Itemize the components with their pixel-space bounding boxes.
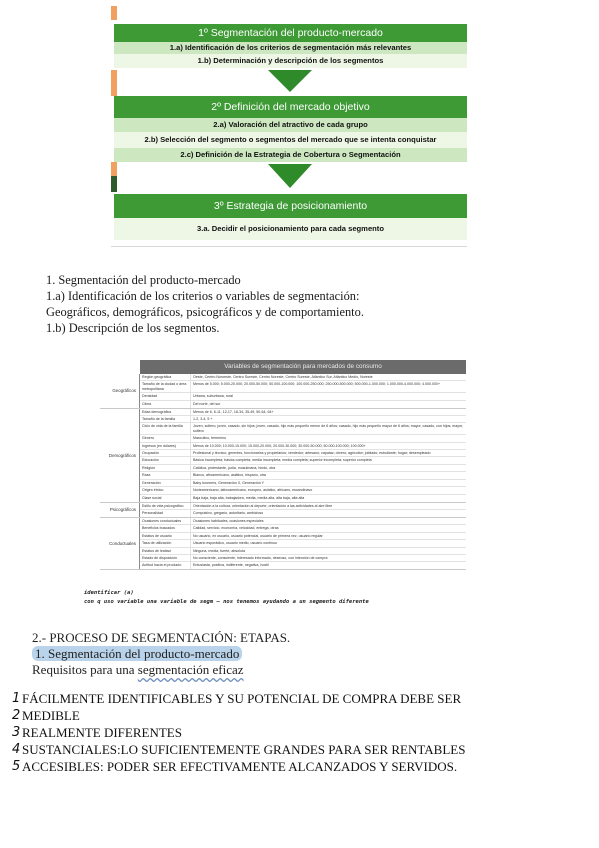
values-cell: Profesional y técnico; gerentes, funcionarios y propietarios; vendedor; artesano; capataz; obrero; agricultor; jubilado; estudiante; hogar; desempleado: [193, 451, 431, 456]
values-cell: Masculino, femenino: [193, 436, 226, 441]
values-cell: Calidad, servicio, economía, velocidad, entrega, otras: [193, 526, 279, 531]
table-row: [140, 503, 466, 510]
step2-b: 2.b) Selección del segmento o segmentos del mercado que se intenta conquistar: [114, 132, 467, 148]
values-cell: Ocasiones habituales, ocasiones especiales: [193, 518, 264, 523]
values-cell: Menos de 5.000; 5.000-20.000; 20.000-50.000; 50.000-100.000; 100.000-250.000; 250.000-500.000; 500.000-1.000.000; 1.000.000-4.000.000; 4.000.000+: [193, 382, 441, 387]
requirement-number: 2: [12, 708, 21, 723]
divider: [111, 246, 467, 247]
table-group: [100, 503, 466, 518]
variable-cell: Edad demográfica: [140, 409, 191, 415]
requirement-text: ACCESIBLES: PODER SER EFECTIVAMENTE ALCANZADOS Y SERVIDOS.: [22, 759, 458, 774]
segmentation-variables-table: [100, 360, 466, 570]
step2-title: 2º Definición del mercado objetivo: [114, 96, 467, 118]
values-cell: Entusiasta, positiva, indiferente, negativa, hostil: [193, 563, 269, 568]
step3-a: 3.a. Decidir el posicionamiento para cada segmento: [114, 218, 467, 240]
values-cell: Del norte, del sur: [193, 401, 221, 406]
table-row: [140, 510, 466, 517]
table-row: [140, 423, 466, 435]
requirement-number: 1: [12, 691, 21, 706]
values-cell: No usuario, ex usuario, usuario potencial, usuario de primera vez, usuario regular: [193, 533, 323, 538]
table-row: [140, 548, 466, 555]
scribble-line-2: con q uso variable una variable de segm — nos tenemos ayudando a un segmento diferente: [84, 599, 369, 605]
values-cell: Menos de 6, 6-11, 12-17, 18-34, 35-49, 50-64, 64+: [193, 409, 274, 414]
variable-cell: Beneficios buscados: [140, 525, 191, 531]
variable-cell: Estatus de lealtad: [140, 548, 191, 554]
variable-cell: Estado de disposición: [140, 555, 191, 561]
table-row: [140, 450, 466, 457]
values-cell: Baby boomers, Generación X, Generación Y: [193, 480, 265, 485]
values-cell: No consciente, consciente, interesado informado, deseoso, con intención de compra: [193, 555, 328, 560]
requirements-intro: [32, 662, 290, 678]
table-row: [140, 555, 466, 562]
requirements-list: [12, 690, 465, 775]
handwritten-scribble: [84, 586, 414, 610]
section-heading: 2.- PROCESO DE SEGMENTACIÓN: ETAPAS.: [32, 630, 291, 645]
values-cell: Oeste, Centro Noroeste, Centro Sureste, Centro Noreste, Centro Sureste, Atlántico Sur, Atlántico Medio, Noreste: [193, 375, 373, 379]
table-row: [140, 533, 466, 540]
values-cell: Blanco, afroamericano, asiático, hispano, otra: [193, 473, 266, 478]
scribble-line-1: identificar (a): [84, 590, 134, 596]
values-cell: 1-2, 3-4, 5 +: [193, 417, 213, 422]
group-label: Conductuales: [100, 518, 140, 569]
table-group: [100, 409, 466, 503]
variable-cell: Género: [140, 435, 191, 441]
variable-cell: Región geográfica: [140, 374, 191, 380]
requirement-text: REALMENTE DIFERENTES: [22, 725, 182, 740]
accent-bar: [111, 6, 117, 20]
values-cell: Básica incompleta; básica completa; media incompleta; media completa; superior incompleta; superior completa: [193, 458, 372, 463]
accent-bar: [111, 70, 117, 96]
values-cell: Usuario esporádico, usuario medio, usuario continuo: [193, 541, 277, 546]
notes-block: [46, 272, 364, 336]
underlined-phrase: segmentación eficaz: [137, 662, 244, 677]
values-cell: Joven, soltero; joven, casado, sin hijos; joven, casado, hijo más pequeño menor de 6 años; casado, hijo más pequeño mayor de 6 años; mayor, casado, con hijos; mayor, soltero: [193, 424, 464, 433]
values-cell: Compulsivo, gregario, autoritario, ambicioso: [193, 510, 264, 515]
intro-text: Requisitos para una: [32, 662, 138, 677]
variable-cell: Ocupación: [140, 450, 191, 456]
values-cell: Orientación a la cultura, orientación al deporte, orientación a las actividades al aire libre: [193, 503, 333, 508]
step2-a: 2.a) Valoración del atractivo de cada grupo: [114, 118, 467, 132]
requirement-text: MEDIBLE: [22, 708, 80, 723]
table-row: [140, 409, 466, 416]
requirement-number: 5: [12, 759, 21, 774]
table-row: [140, 465, 466, 472]
variable-cell: Densidad: [140, 393, 191, 399]
table-group: [100, 518, 466, 570]
step3-title: 3º Estrategia de posicionamiento: [114, 194, 467, 218]
step1-b: 1.b) Determinación y descripción de los segmentos: [114, 54, 467, 68]
variable-cell: Tamaño de la familia: [140, 416, 191, 422]
values-cell: Urbana, suburbana, rural: [193, 394, 233, 399]
variable-cell: Estatus de usuario: [140, 533, 191, 539]
variable-cell: Tasa de utilización: [140, 540, 191, 546]
table-title: Variables de segmentación para mercados de consumo: [140, 360, 466, 374]
requirement-number: 4: [12, 742, 21, 757]
requirement-item: [12, 690, 465, 707]
variable-cell: Ingresos (en dólares): [140, 443, 191, 449]
group-label: Psicográficos: [100, 503, 140, 517]
requirement-item: [12, 758, 465, 775]
step1-title: 1º Segmentación del producto-mercado: [114, 24, 467, 42]
values-cell: Menos de 10.000; 10.000-15.000; 15.000-20.000; 20.000-30.000; 30.000-50.000; 50.000-100.000; 100.000+: [193, 443, 366, 448]
variable-cell: Raza: [140, 472, 191, 478]
variable-cell: Generación: [140, 480, 191, 486]
variable-cell: Tamaño de la ciudad o área metropolitana: [140, 381, 191, 392]
values-cell: Baja baja, baja alta, trabajadora, media, media alta, alta baja, alta alta: [193, 495, 305, 500]
table-row: [140, 381, 466, 393]
table-group: [100, 374, 466, 409]
down-arrow-icon: [268, 164, 312, 188]
table-row: [140, 540, 466, 547]
step2-c: 2.c) Definición de la Estrategia de Cobertura o Segmentación: [114, 148, 467, 162]
table-row: [140, 435, 466, 442]
table-row: [140, 562, 466, 569]
variable-cell: Religión: [140, 465, 191, 471]
notes-line: Geográficos, demográficos, psicográficos y de comportamiento.: [46, 305, 364, 319]
table-row: [140, 374, 466, 381]
table-row: [140, 416, 466, 423]
variable-cell: Estilo de vida psicográfico: [140, 503, 191, 509]
table-row: [140, 393, 466, 400]
values-cell: Católica, protestante, judía, musulmana, hindú, otra: [193, 465, 276, 470]
section-2: [32, 630, 290, 678]
variable-cell: Educación: [140, 457, 191, 463]
notes-line: 1.a) Identificación de los criterios o variables de segmentación:: [46, 289, 360, 303]
group-label: Geográficos: [100, 374, 140, 408]
step1-a: 1.a) Identificación de los criterios de segmentación más relevantes: [114, 42, 467, 54]
table-row: [140, 487, 466, 494]
highlighted-step: 1. Segmentación del producto-mercado: [32, 646, 242, 661]
requirement-item: [12, 724, 465, 741]
requirement-number: 3: [12, 725, 21, 740]
section-step: [32, 646, 290, 662]
variable-cell: Ocasiones conductuales: [140, 518, 191, 524]
variable-cell: Origen étnico: [140, 487, 191, 493]
requirement-text: FÁCILMENTE IDENTIFICABLES Y SU POTENCIAL DE COMPRA DEBE SER: [22, 691, 462, 706]
accent-bar: [111, 162, 117, 176]
values-cell: Ninguna, media, fuerte, absoluta: [193, 548, 245, 553]
table-row: [140, 495, 466, 502]
requirement-text: SUSTANCIALES:LO SUFICIENTEMENTE GRANDES PARA SER RENTABLES: [22, 742, 466, 757]
requirement-item: [12, 707, 465, 724]
notes-line: 1.b) Descripción de los segmentos.: [46, 321, 220, 335]
table-row: [140, 472, 466, 479]
table-body: [100, 374, 466, 570]
down-arrow-icon: [268, 70, 312, 92]
segmentation-flowchart: [111, 6, 467, 242]
values-cell: Norteamericano, latinoamericano, europeo, asiático, africano, escandinavo: [193, 488, 313, 493]
notes-line: 1. Segmentación del producto-mercado: [46, 273, 241, 287]
accent-bar: [111, 176, 117, 192]
table-row: [140, 480, 466, 487]
group-label: Demográficos: [100, 409, 140, 502]
table-row: [140, 457, 466, 464]
variable-cell: Personalidad: [140, 510, 191, 517]
table-row: [140, 518, 466, 525]
variable-cell: Ciclo de vida de la familia: [140, 423, 191, 434]
requirement-item: [12, 741, 465, 758]
table-row: [140, 401, 466, 408]
table-row: [140, 525, 466, 532]
table-row: [140, 443, 466, 450]
variable-cell: Clima: [140, 401, 191, 408]
variable-cell: Clase social: [140, 495, 191, 502]
variable-cell: Actitud hacia el producto: [140, 562, 191, 569]
